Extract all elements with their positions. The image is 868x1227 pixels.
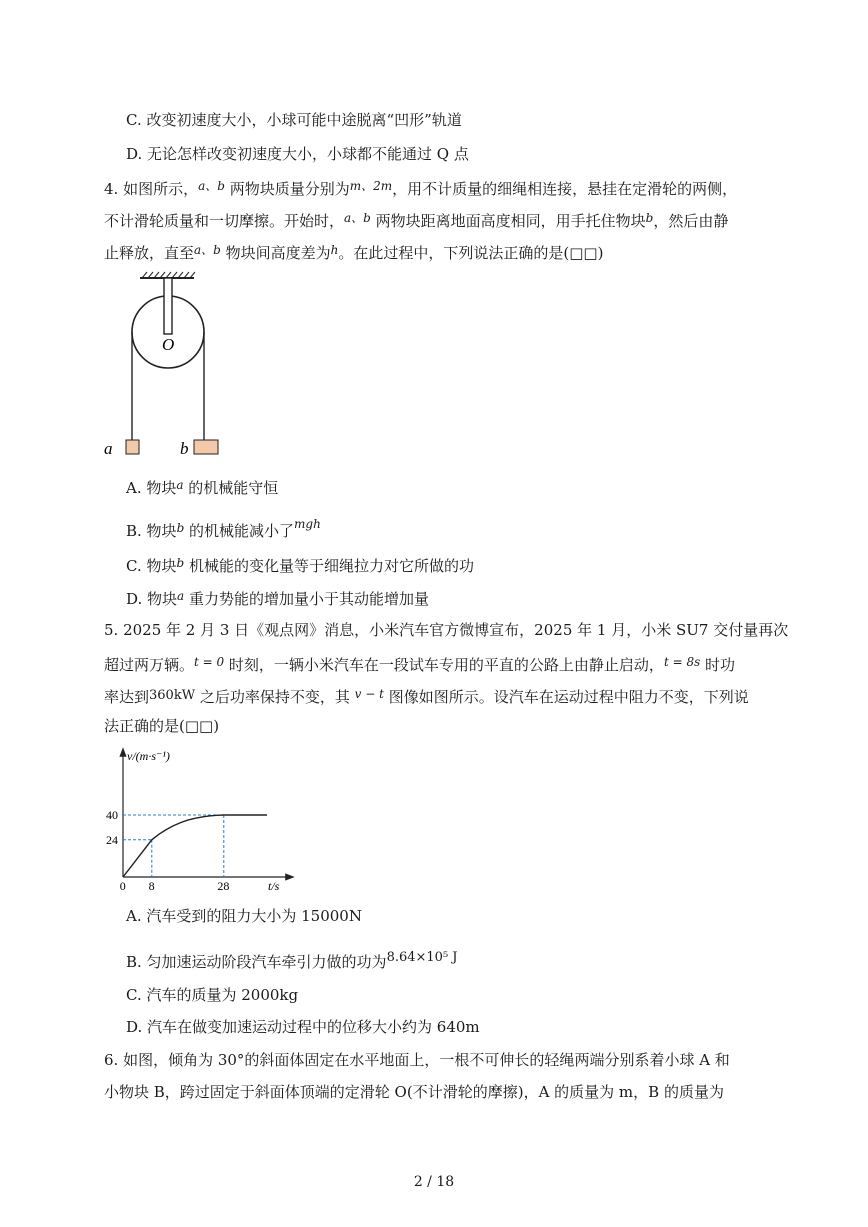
x-tick-label: 8 [148, 879, 155, 893]
q4-stem-line-1: 4. 如图所示，$^{a、b}$ 两物块质量分别为$^{m、2m}$，用不计质量的细绳相连接，悬挂在定滑轮的两侧， [104, 179, 738, 198]
q4-stem-line-3: 止释放，直至$^{a、b}$ 物块间高度差为$^h$。在此过程中，下列说法正确的是(□□) [104, 243, 604, 262]
x-tick-label: 0 [119, 879, 126, 893]
q5-option-c: C. 汽车的质量为 2000kg [126, 986, 299, 1004]
q4-option-a: A. 物块$^a$ 的机械能守恒 [126, 478, 279, 497]
q5-option-d: D. 汽车在做变加速运动过程中的位移大小约为 640m [126, 1018, 480, 1036]
vt-chart [98, 744, 298, 894]
pulley-axle-bar [164, 278, 172, 334]
ceiling [140, 272, 195, 278]
pulley-figure [100, 268, 230, 463]
y-tick-label: 24 [106, 832, 118, 847]
q5-stem-line-1: 5. 2025 年 2 月 3 日《观点网》消息，小米汽车官方微博宣布，2025 年 1 月，小米 SU7 交付量再次 [104, 621, 789, 639]
block-b [194, 440, 218, 454]
q5-stem-line-3: 率达到360kW 之后功率保持不变，其 $^{v - t}$ 图像如图所示。设汽车在运动过程中阻力不变，下列说 [104, 687, 749, 706]
block-a-label: a [104, 439, 113, 458]
chart-xlabel: t/s [268, 879, 280, 893]
q6-stem-line-1: 6. 如图，倾角为 30°的斜面体固定在水平地面上，一根不可伸长的轻绳两端分别系着小球 A 和 [104, 1051, 730, 1069]
x-tick-label: 28 [217, 879, 230, 893]
pulley-center-label: O [162, 335, 175, 354]
q4-option-d: D. 物块$^a$ 重力势能的增加量小于其动能增加量 [126, 589, 429, 608]
q5-option-b: B. 匀加速运动阶段汽车牵引力做的功为8.64×10⁵ J [126, 950, 458, 971]
q4-stem-line-2: 不计滑轮质量和一切摩擦。开始时，$^{a、b}$ 两物块距离地面高度相同，用手托住物块$^b$，然后由静 [104, 211, 729, 230]
block-a [126, 440, 139, 454]
page-number: 2 / 18 [413, 1174, 455, 1190]
q3-option-c: C. 改变初速度大小，小球可能中途脱离“凹形”轨道 [126, 111, 462, 129]
q6-stem-line-2: 小物块 B，跨过固定于斜面体顶端的定滑轮 O(不计滑轮的摩擦)，A 的质量为 m，B 的质量为 [104, 1083, 724, 1101]
q5-option-a: A. 汽车受到的阻力大小为 15000N [126, 907, 362, 925]
q5-stem-line-4: 法正确的是(□□) [104, 717, 220, 735]
q5-stem-line-2: 超过两万辆。$^{t = 0}$ 时刻，一辆小米汽车在一段试车专用的平直的公路上由静止启动，$^{t = 8s}$ 时功 [104, 655, 736, 674]
q4-option-c: C. 物块$^b$ 机械能的变化量等于细绳拉力对它所做的功 [126, 556, 474, 575]
q4-option-b: B. 物块$^b$ 的机械能减小了$^{mgh}$ [126, 517, 321, 540]
q3-option-d: D. 无论怎样改变初速度大小，小球都不能通过 Q 点 [126, 145, 469, 163]
block-b-label: b [180, 439, 189, 458]
vt-series-line [123, 815, 267, 877]
chart-ylabel: v/(m·s⁻¹) [127, 749, 170, 763]
y-tick-label: 40 [106, 808, 118, 822]
